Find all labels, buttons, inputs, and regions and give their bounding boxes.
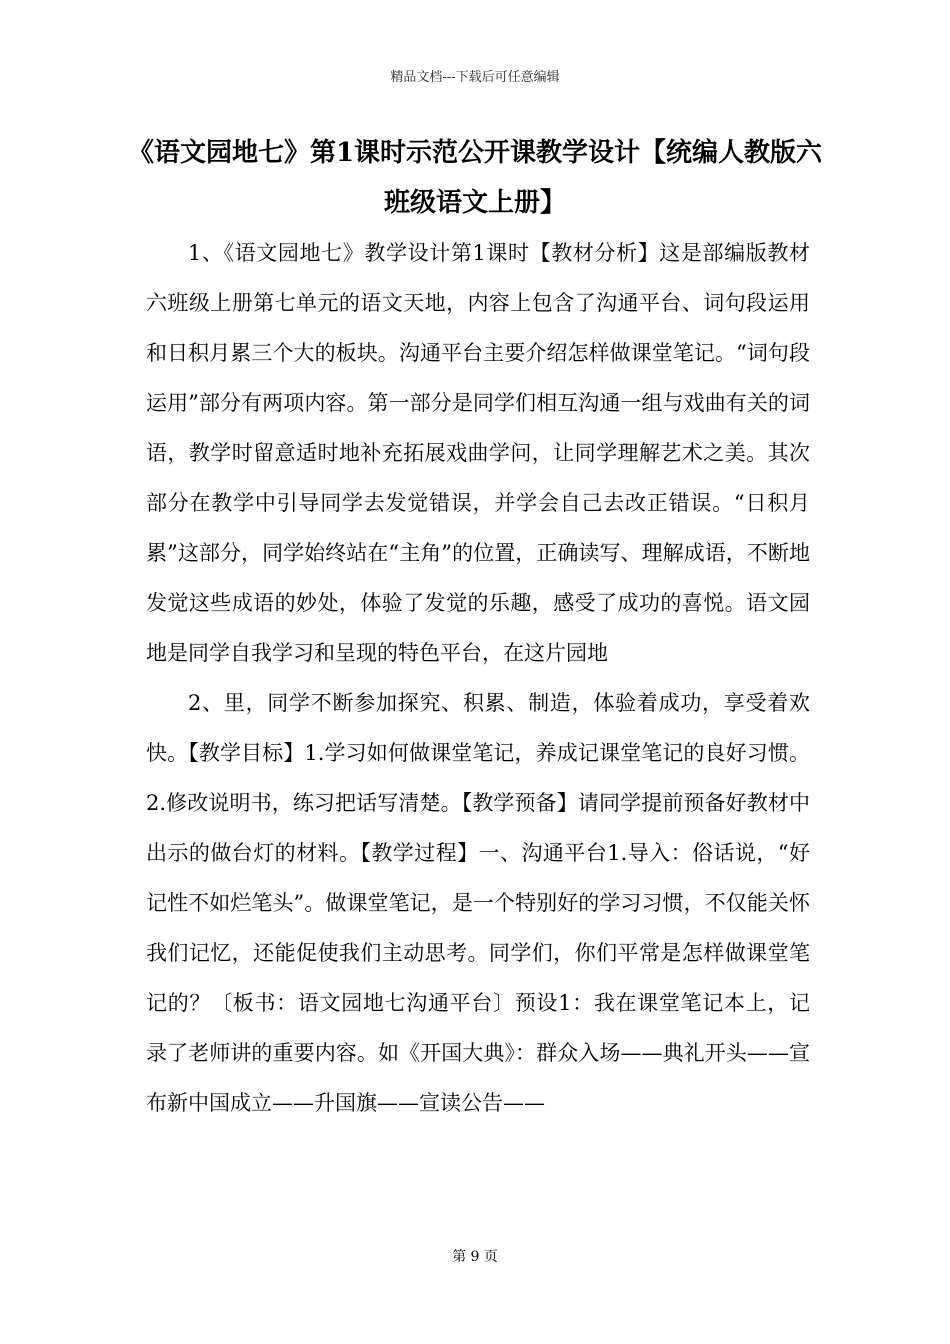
document-body [146,228,810,1128]
page-header: 精品文档---下载后可任意编辑 [390,70,560,85]
paragraph: 1、《语文园地七》教学设计第1课时【教材分析】这是部编版教材六班级上册第七单元的语文天地，内容上包含了沟通平台、词句段运用和日积月累三个大的板块。沟通平台主要介绍怎样做课堂笔记。“词句段运用”部分有两项内容。第一部分是同学们相互沟通一组与戏曲有关的词语，教学时留意适时地补充拓展戏曲学问，让同学理解艺术之美。其次部分在教学中引导同学去发觉错误，并学会自己去改正错误。“日积月累”这部分，同学始终站在“主角”的位置，正确读写、理解成语，不断地发觉这些成语的妙处，体验了发觉的乐趣，感受了成功的喜悦。语文园地是同学自我学习和呈现的特色平台，在这片园地 [146,241,810,665]
document-title: 《语文园地七》第1课时示范公开课教学设计【统编人教版六班级语文上册】 [127,138,823,218]
page-number: 第 9 页 [452,1249,498,1265]
paragraph: 2、里，同学不断参加探究、积累、制造，体验着成功，享受着欢快。【教学目标】1.学习如何做课堂笔记，养成记课堂笔记的良好习惯。2.修改说明书，练习把话写清楚。【教学预备】请同学提前预备好教材中出示的做台灯的材料。【教学过程】一、沟通平台1.导入：俗话说，“好记性不如烂笔头”。做课堂笔记，是一个特别好的学习习惯，不仅能关怀我们记忆，还能促使我们主动思考。同学们，你们平常是怎样做课堂笔记的？〔板书：语文园地七沟通平台〕预设1：我在课堂笔记本上，记录了老师讲的重要内容。如《开国大典》：群众入场——典礼开头——宣布新中国成立——升国旗——宣读公告—— [146,691,810,1115]
